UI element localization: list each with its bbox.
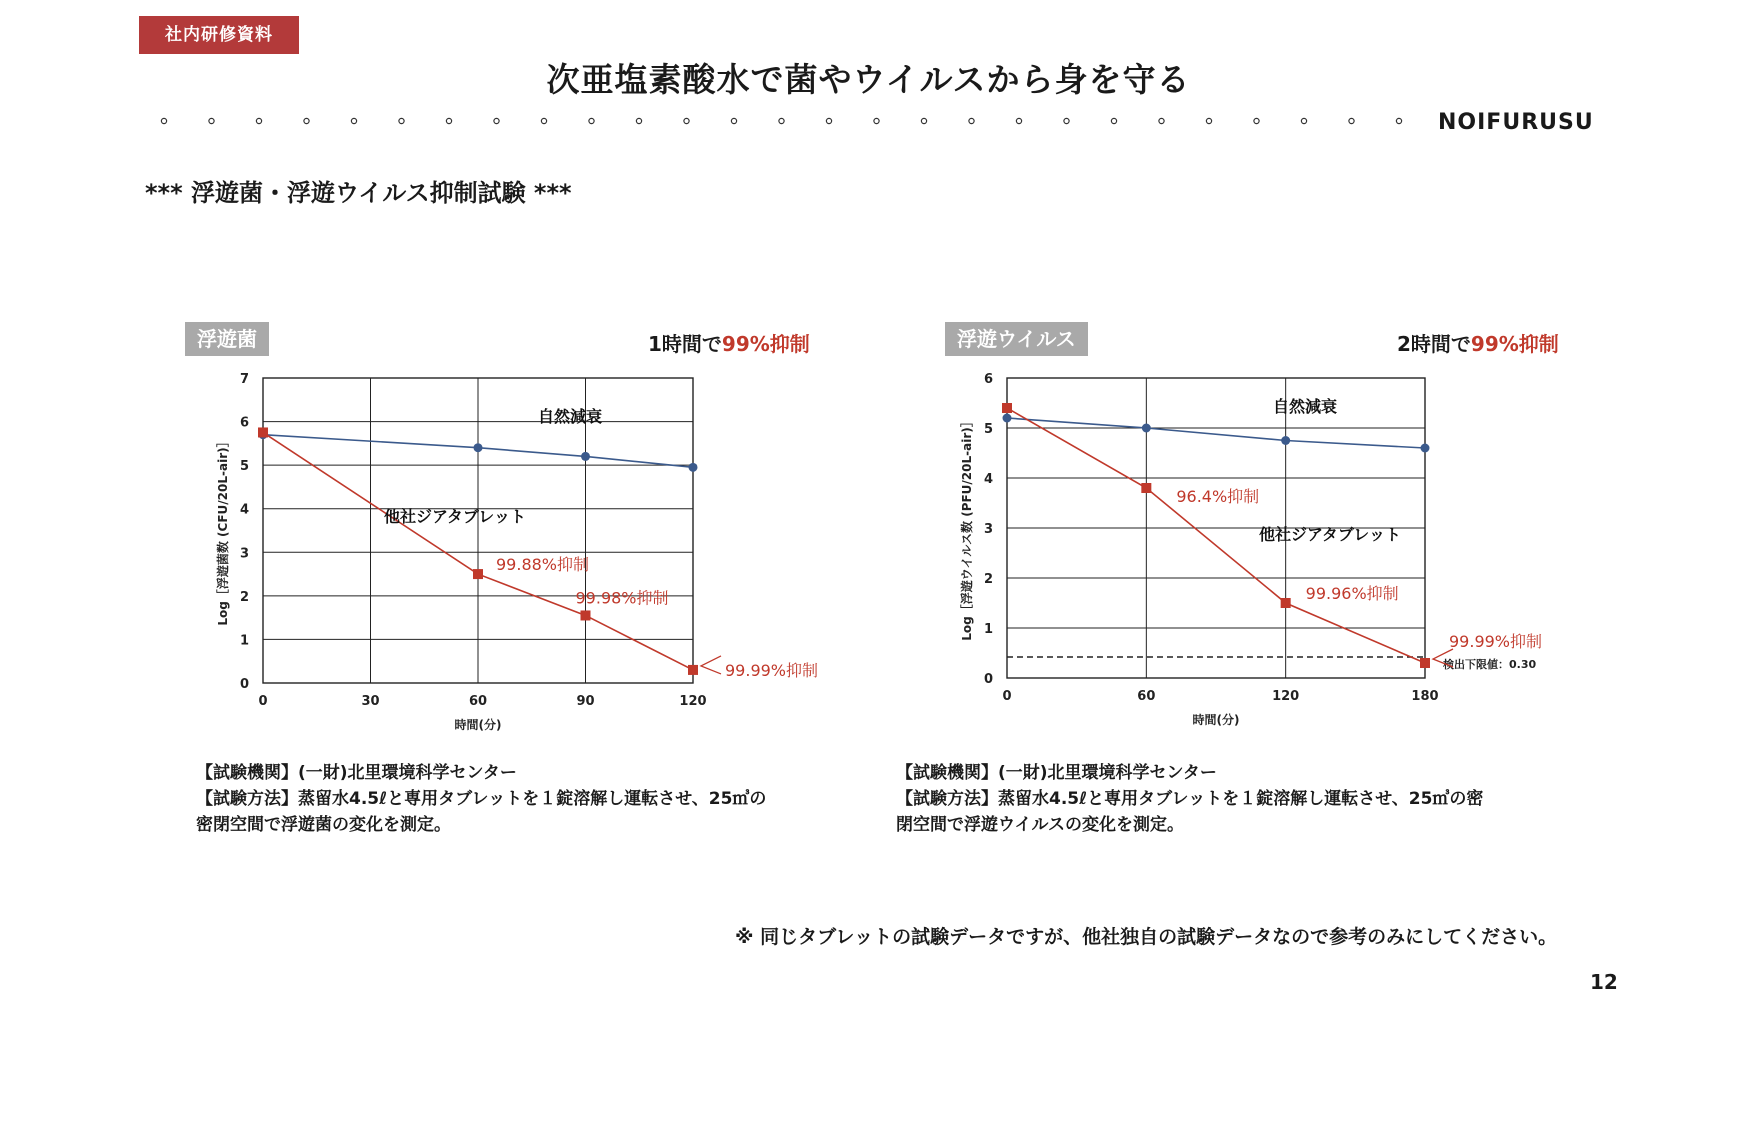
x-tick-label: 60 — [468, 694, 488, 709]
divider-dot — [1111, 118, 1116, 123]
note-line: 密閉空間で浮遊菌の変化を測定。 — [196, 815, 451, 835]
data-point — [474, 443, 483, 452]
y-tick-label: 7 — [239, 372, 249, 387]
x-tick-label: 180 — [1411, 689, 1439, 704]
data-point — [1142, 424, 1151, 433]
dot-divider — [160, 111, 1430, 131]
series-label: 自然減衰 — [1272, 397, 1338, 416]
document-badge: 社内研修資料 — [139, 16, 299, 54]
divider-dot — [874, 118, 879, 123]
data-point — [473, 569, 483, 579]
notes-bacteria — [196, 760, 766, 838]
headline-prefix: 1時間で — [648, 332, 722, 356]
y-tick-label: 5 — [983, 422, 993, 437]
data-point — [1281, 598, 1291, 608]
divider-dot — [731, 118, 736, 123]
divider-dot — [1206, 118, 1211, 123]
y-tick-label: 0 — [983, 672, 993, 687]
x-tick-label: 90 — [576, 694, 595, 709]
section-title: *** 浮遊菌・浮遊ウイルス抑制試験 *** — [145, 179, 572, 207]
page-number: 12 — [1590, 970, 1618, 994]
data-point — [258, 427, 268, 437]
note-line: 閉空間で浮遊ウイルスの変化を測定。 — [896, 815, 1184, 835]
headline-highlight: 99%抑制 — [1470, 332, 1559, 356]
divider-dot — [1254, 118, 1259, 123]
divider-dot — [399, 118, 404, 123]
divider-dot — [1159, 118, 1164, 123]
divider-dot — [161, 118, 166, 123]
divider-dot — [351, 118, 356, 123]
data-point — [1420, 658, 1430, 668]
y-tick-label: 5 — [239, 459, 249, 475]
panel-tag-bacteria: 浮遊菌 — [185, 322, 269, 356]
y-axis-label: Log［浮遊菌数 (CFU/20L-air)］ — [216, 435, 230, 626]
annotation-label: 99.98%抑制 — [575, 588, 669, 608]
y-tick-label: 2 — [239, 589, 249, 605]
data-point — [1421, 444, 1430, 453]
divider-dot — [684, 118, 689, 123]
divider-dot — [1016, 118, 1021, 123]
y-tick-label: 1 — [983, 622, 993, 637]
data-point — [688, 665, 698, 675]
panel-headline-bacteria — [648, 328, 810, 357]
panel-headline-virus — [1397, 328, 1559, 357]
divider-dot — [209, 118, 214, 123]
note-line: 【試験機関】(一財)北里環境科学センター — [896, 763, 1217, 783]
divider-dot — [1349, 118, 1354, 123]
divider-dot — [589, 118, 594, 123]
x-tick-label: 60 — [1137, 689, 1156, 704]
y-tick-label: 1 — [239, 633, 249, 649]
divider-dot — [494, 118, 499, 123]
brand-name: NOIFURUSU — [1438, 110, 1594, 135]
divider-dot — [256, 118, 261, 123]
divider-dot — [446, 118, 451, 123]
x-tick-label: 30 — [361, 694, 380, 709]
series-label: 他社ジアタブレット — [1258, 525, 1402, 544]
annotation-label: 99.99%抑制 — [725, 660, 819, 680]
data-point — [581, 452, 590, 461]
divider-dot — [636, 118, 641, 123]
divider-dot — [1064, 118, 1069, 123]
divider-dot — [969, 118, 974, 123]
headline-highlight: 99%抑制 — [721, 332, 810, 356]
notes-virus — [896, 760, 1483, 838]
annotation-arrow — [701, 656, 721, 674]
annotation-label: 96.4%抑制 — [1176, 487, 1260, 506]
chart-bacteria — [200, 360, 860, 750]
y-tick-label: 3 — [239, 546, 249, 562]
page-title: 次亜塩素酸水で菌やウイルスから身を守る — [546, 60, 1191, 99]
footnote: ※ 同じタブレットの試験データですが、他社独自の試験データなので参考のみにしてください。 — [735, 926, 1558, 948]
x-axis-label: 時間(分) — [454, 718, 502, 732]
x-tick-label: 120 — [1272, 689, 1300, 704]
y-tick-label: 2 — [983, 572, 993, 587]
y-tick-label: 4 — [983, 472, 993, 487]
series-label: 他社ジアタブレット — [383, 507, 527, 526]
y-axis-label: Log［浮遊ウイルス数 (PFU/20L-air)］ — [960, 415, 974, 641]
y-tick-label: 6 — [983, 372, 993, 387]
note-line: 【試験方法】蒸留水4.5ℓと専用タブレットを１錠溶解し運転させ、25㎥の — [196, 789, 767, 809]
y-tick-label: 4 — [239, 502, 249, 518]
data-point — [1141, 483, 1151, 493]
divider-dot — [1301, 118, 1306, 123]
detection-limit-label: 検出下限値：0.30 — [1443, 658, 1537, 671]
divider-dot — [779, 118, 784, 123]
y-tick-label: 6 — [239, 415, 249, 431]
panel-tag-virus: 浮遊ウイルス — [945, 322, 1088, 356]
divider-dot — [921, 118, 926, 123]
x-axis-label: 時間(分) — [1192, 713, 1240, 727]
series-label: 自然減衰 — [537, 407, 603, 426]
y-tick-label: 3 — [983, 522, 993, 537]
headline-prefix: 2時間で — [1397, 332, 1471, 356]
note-line: 【試験方法】蒸留水4.5ℓと専用タブレットを１錠溶解し運転させ、25㎥の密 — [896, 789, 1484, 809]
divider-dot — [304, 118, 309, 123]
x-tick-label: 0 — [258, 694, 268, 709]
divider-dot — [541, 118, 546, 123]
x-tick-label: 0 — [1002, 689, 1012, 704]
divider-dot — [826, 118, 831, 123]
data-point — [1281, 436, 1290, 445]
data-point — [689, 463, 698, 472]
data-point — [581, 610, 591, 620]
annotation-label: 99.88%抑制 — [496, 555, 590, 575]
note-line: 【試験機関】(一財)北里環境科学センター — [196, 763, 517, 783]
x-tick-label: 120 — [679, 694, 707, 709]
y-tick-label: 0 — [239, 677, 249, 692]
chart-virus — [950, 360, 1590, 750]
divider-dot — [1396, 118, 1401, 123]
annotation-label: 99.96%抑制 — [1305, 584, 1399, 603]
data-point — [1002, 403, 1012, 413]
data-point — [1003, 414, 1012, 423]
annotation-label: 99.99%抑制 — [1449, 632, 1543, 651]
